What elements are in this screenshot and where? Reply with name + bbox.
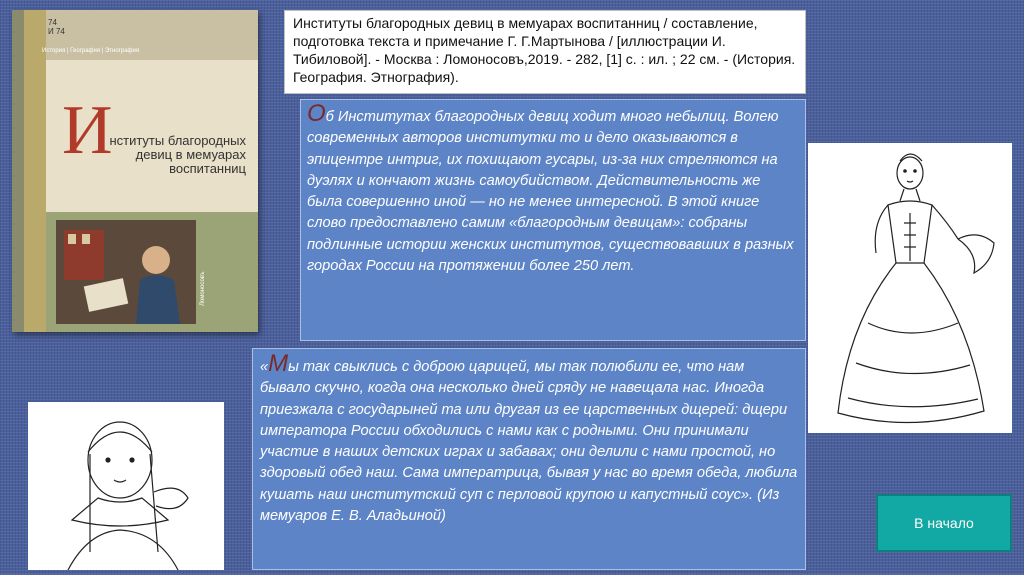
book-cover-image [12,10,258,332]
book-stripe [24,10,46,332]
book-spine [12,10,24,332]
annotation-drop-cap: О [307,100,326,127]
annotation-text: б Институтах благородных девиц ходит много небылиц. Волею современных авторов институтки то и дело оказываются в эпицентре интриг, их похищают гусары, из-за них стреляются на дуэлях и кончают жизнь самоубийством. Действительность же была совершенно иной — но не менее интересной. В этой книге слово предоставлено самим «благородным девицам»: собраны подлинные истории женских институтов, существовавших в разных городах России на протяжении более 250 лет. [307,109,794,275]
book-title: нституты благородных девиц в мемуарах воспитанниц [109,133,246,176]
book-title-cap-letter: И [62,92,113,169]
girl-portrait-illustration [28,402,224,570]
quote-drop-cap: М [268,350,289,377]
book-cover-illustration [56,220,196,324]
quote-text: ы так свыклись с доброю царицей, мы так полюбили ее, что нам бывало скучно, когда она несколько дней сряду не навещала нас. Иногда приезжала с государыней та или другая из ее царственных дщерей: дщери императора России обходились с нами как с родными. Они принимали участие в наших детских играх и забавах; они делили с нами простой, но здоровый обед наш. Сама императрица, бывая у нас во время обеда, любила кушать наш институтский суп с перловой крупою и капустный соус». (Из мемуаров Е. В. Аладьиной) [260,359,798,525]
book-series-label: История | География | Этнография [42,48,140,54]
memoir-quote [252,348,806,570]
bibliographic-record: Институты благородных девиц в мемуарах воспитанниц / составление, подготовка текста и примечание Г. Г.Мартынова / [иллюстрации И. Тибиловой]. - Москва : Ломоносовъ,2019. - 282, [1] с. : ил. ; 22 см. - (История. География. Этнография). [284,10,806,94]
book-publisher-logo: Ломоносовъ [200,271,206,306]
book-annotation [300,99,806,341]
home-button[interactable]: В начало [876,494,1012,552]
lady-in-gown-illustration [808,143,1012,433]
quote-open-mark: « [260,359,269,375]
book-catalog-code: 74 И 74 [48,18,65,36]
